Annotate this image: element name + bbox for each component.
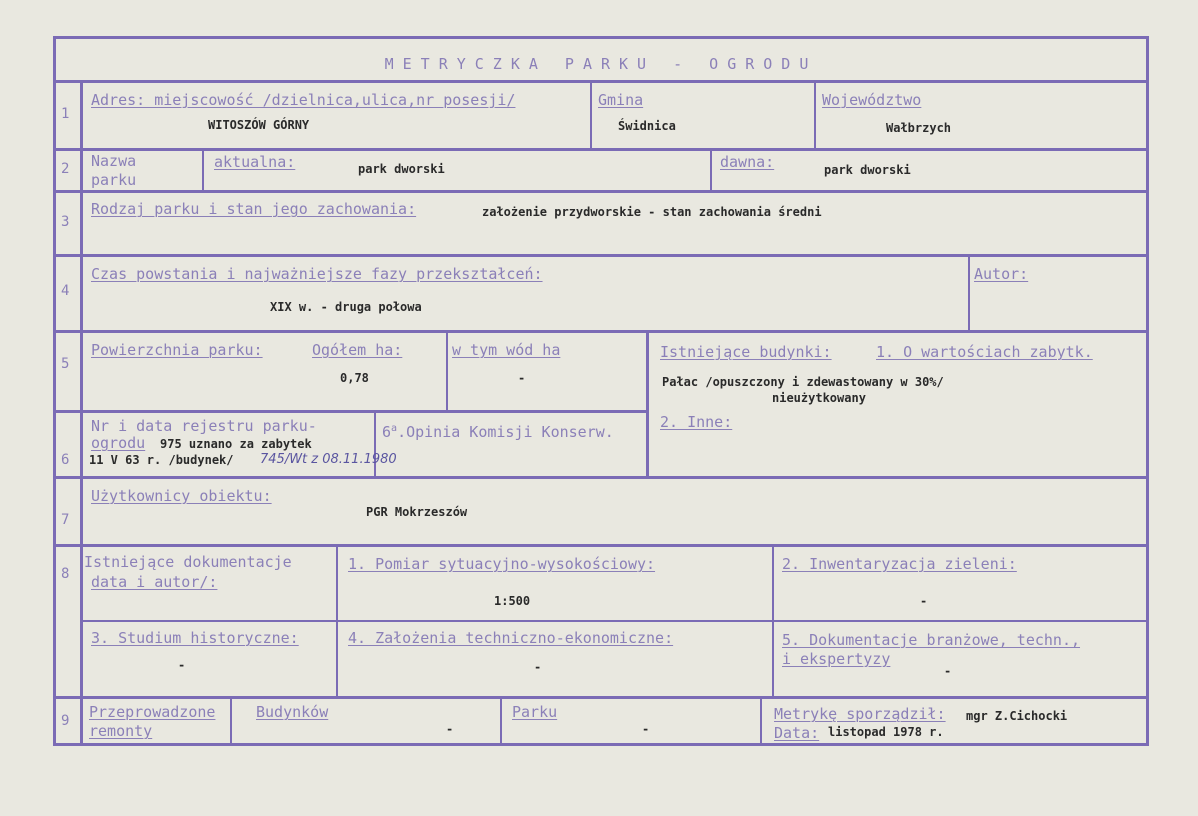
documentation-label-line1: Istniejące dokumentacje xyxy=(84,553,292,571)
row-number: 2 xyxy=(61,161,70,177)
opinion-number: 6 xyxy=(382,423,392,441)
cell-divider xyxy=(230,696,232,746)
row-number: 1 xyxy=(61,106,70,122)
row-number: 4 xyxy=(61,283,70,299)
date-value: listopad 1978 r. xyxy=(828,725,944,739)
area-label: Powierzchnia parku: xyxy=(91,341,263,359)
row-number: 8 xyxy=(61,566,70,582)
buildings-historic-label: 1. O wartościach zabytk. xyxy=(876,343,1093,361)
tech-assumptions-value: - xyxy=(534,660,542,674)
row-divider xyxy=(53,544,1149,547)
documentation-label-line2: data i autor/: xyxy=(91,573,218,591)
opinion-superscript: a xyxy=(391,423,398,434)
cell-divider xyxy=(446,330,448,410)
inventory-value: - xyxy=(920,594,928,608)
users-value: PGR Mokrzeszów xyxy=(366,505,468,519)
address-label: Adres: miejscowość /dzielnica,ulica,nr posesji/ xyxy=(91,91,516,109)
branch-docs-label-line2: i ekspertyzy xyxy=(782,650,891,668)
made-by-label: Metrykę sporządził: xyxy=(774,705,946,723)
cell-divider xyxy=(760,696,762,746)
row-number: 9 xyxy=(61,713,70,729)
row-divider xyxy=(82,620,1149,622)
water-area-label: w tym wód ha xyxy=(452,341,561,359)
cell-divider xyxy=(590,80,592,148)
history-study-label: 3. Studium historyczne: xyxy=(91,629,299,647)
tech-assumptions-label: 4. Założenia techniczno-ekonomiczne: xyxy=(348,629,674,647)
cell-divider xyxy=(710,148,712,190)
repairs-park-label: Parku xyxy=(512,703,558,721)
branch-docs-value: - xyxy=(944,664,952,678)
opinion-text: .Opinia Komisji Konserw. xyxy=(397,423,614,441)
row-number: 6 xyxy=(61,452,70,468)
repairs-park-value: - xyxy=(642,722,650,736)
author-label: Autor: xyxy=(974,265,1029,283)
opinion-label xyxy=(382,420,614,441)
cell-divider xyxy=(646,330,649,476)
row-divider xyxy=(53,330,1149,333)
repairs-label-line1: Przeprowadzone xyxy=(89,703,216,721)
cell-divider xyxy=(336,544,338,696)
cell-divider xyxy=(814,80,816,148)
row-number: 5 xyxy=(61,356,70,372)
card-title: METRYCZKA PARKU - OGRODU xyxy=(384,55,818,73)
park-type-value: założenie przydworskie - stan zachowania średni xyxy=(482,205,822,219)
former-name-label: dawna: xyxy=(720,153,775,171)
users-label: Użytkownicy obiektu: xyxy=(91,487,272,505)
row-divider xyxy=(53,696,1149,699)
date-label: Data: xyxy=(774,724,820,742)
survey-value: 1:500 xyxy=(494,594,531,608)
gmina-label: Gmina xyxy=(598,91,644,109)
register-label-line2: ogrodu xyxy=(91,434,146,452)
phases-label: Czas powstania i najważniejsze fazy przekształceń: xyxy=(91,265,543,283)
row-divider xyxy=(53,148,1149,151)
number-column-divider xyxy=(80,80,83,746)
wojewodztwo-value: Wałbrzych xyxy=(886,121,952,135)
row-divider xyxy=(53,410,649,413)
cell-divider xyxy=(772,544,774,696)
repairs-label-line2: remonty xyxy=(89,722,153,740)
current-name-label: aktualna: xyxy=(214,153,296,171)
phases-value: XIX w. - druga połowa xyxy=(270,300,422,314)
repairs-buildings-value: - xyxy=(446,722,454,736)
branch-docs-label-line1: 5. Dokumentacje branżowe, techn., xyxy=(782,631,1081,649)
made-by-value: mgr Z.Cichocki xyxy=(966,709,1068,723)
current-name-value: park dworski xyxy=(358,162,445,176)
park-name-label-line2: parku xyxy=(91,171,137,189)
total-area-label: Ogółem ha: xyxy=(312,341,403,359)
history-study-value: - xyxy=(178,658,186,672)
other-buildings-label: 2. Inne: xyxy=(660,413,733,431)
wojewodztwo-label: Województwo xyxy=(822,91,922,109)
gmina-value: Świdnica xyxy=(618,119,676,133)
row-number: 3 xyxy=(61,214,70,230)
address-value: WITOSZÓW GÓRNY xyxy=(208,118,310,132)
buildings-label: Istniejące budynki: xyxy=(660,343,832,361)
inventory-label: 2. Inwentaryzacja zieleni: xyxy=(782,555,1017,573)
register-value-line1: 975 uznano za zabytek xyxy=(160,437,312,451)
park-type-label: Rodzaj parku i stan jego zachowania: xyxy=(91,200,417,218)
register-label-line1: Nr i data rejestru parku- xyxy=(91,417,317,435)
repairs-buildings-label: Budynków xyxy=(256,703,329,721)
row-divider xyxy=(53,476,1149,479)
buildings-value-line2: nieużytkowany xyxy=(772,391,866,405)
cell-divider xyxy=(202,148,204,190)
former-name-value: park dworski xyxy=(824,163,911,177)
row-divider xyxy=(53,190,1149,193)
cell-divider xyxy=(968,254,970,330)
total-area-value: 0,78 xyxy=(340,371,369,385)
register-value-line2: 11 V 63 r. /budynek/ xyxy=(89,453,234,467)
buildings-value-line1: Pałac /opuszczony i zdewastowany w 30%/ xyxy=(662,375,944,389)
survey-label: 1. Pomiar sytuacyjno-wysokościowy: xyxy=(348,555,656,573)
water-area-value: - xyxy=(518,371,526,385)
cell-divider xyxy=(500,696,502,746)
row-number: 7 xyxy=(61,512,70,528)
row-divider xyxy=(53,254,1149,257)
park-name-label-line1: Nazwa xyxy=(91,152,137,170)
register-handwritten-note: 745/Wt z 08.11.1980 xyxy=(260,452,397,467)
row-divider xyxy=(53,80,1149,83)
